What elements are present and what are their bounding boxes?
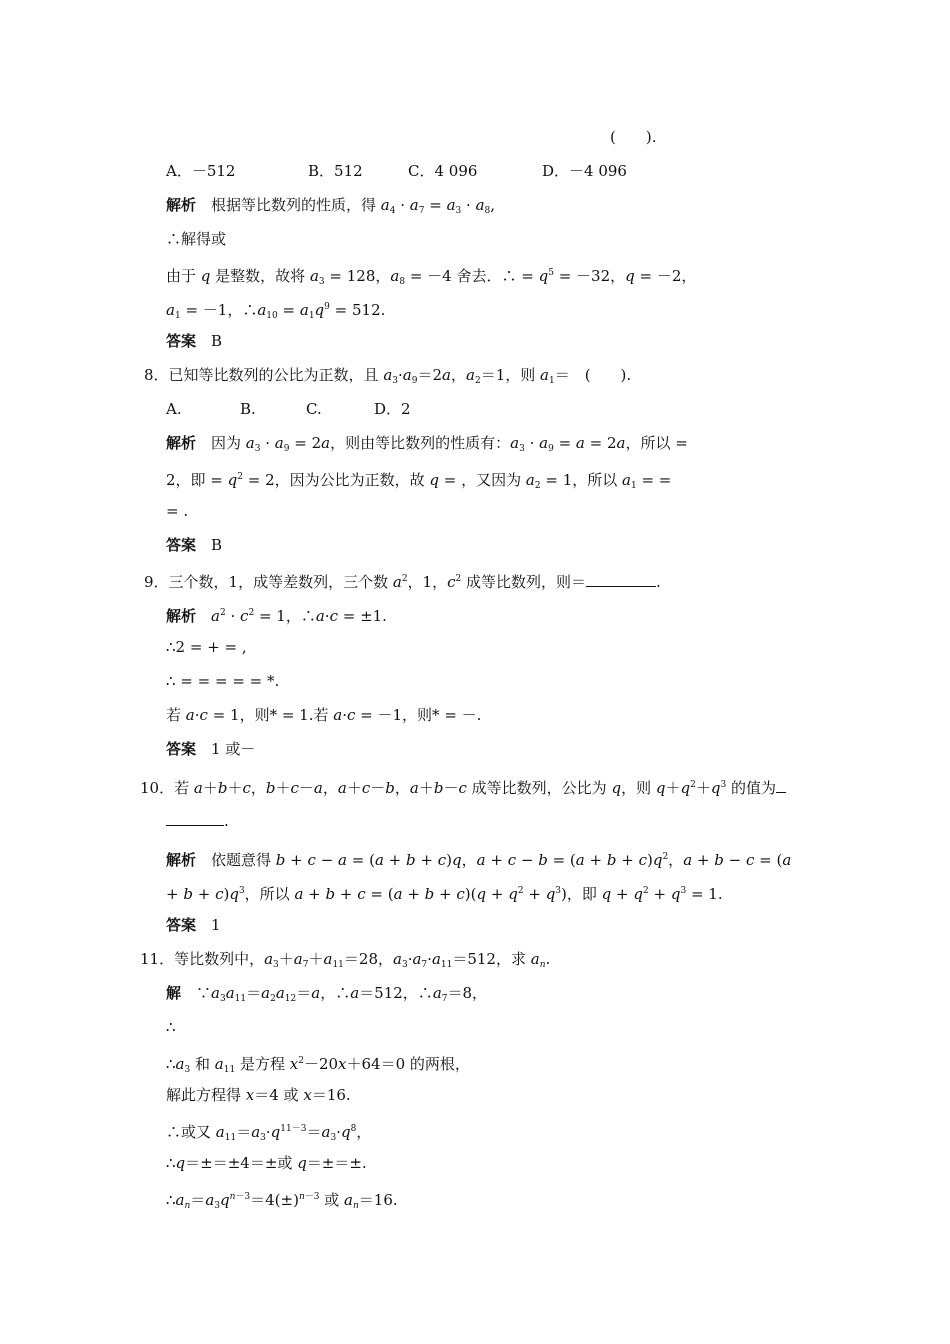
q7-option-d: D．－4 096: [542, 162, 627, 180]
q9-analysis-line-3: ∴ = = = = = *.: [166, 672, 280, 690]
q7-answer: B: [211, 332, 223, 350]
q8-option-d: D．2: [374, 400, 411, 418]
analysis-label: 解析: [166, 434, 197, 452]
q10-answer-line: [166, 915, 221, 935]
q7-option-b: B．512: [308, 162, 363, 180]
q7-analysis-line-2: ∴解得或: [166, 230, 227, 248]
analysis-label: 解析: [166, 607, 197, 625]
q9-answer-line: [166, 739, 255, 759]
q11-stem: 11．等比数列中，$a_3+a_7+a_{11}=28$，$a_3\cdot a_7\cdot a_{11}=512$，求 $a_n$.: [140, 950, 551, 970]
q9-analysis-line-4: 若 a·c = 1，则* = 1.若 a·c = －1，则* = －.: [166, 706, 482, 724]
q11-solution-line-3: $\therefore a_3$ 和 $a_{11}$ 是方程 $x^2-20x+64=0$ 的两根，: [166, 1055, 470, 1075]
q8-answer: B: [211, 536, 223, 554]
solution-label: 解: [166, 984, 182, 1002]
q7-answer-line: [166, 331, 222, 351]
q11-solution-line-7: $\therefore a_n=a_3q^{n-3}=4(\pm)^{n-3}$ 或 $a_n=16$.: [166, 1191, 398, 1211]
answer-label: 答案: [166, 332, 197, 350]
analysis-label: 解析: [166, 851, 197, 869]
q10-stem: 10．若 a＋b＋c，b＋c－a，a＋c－b，a＋b－c 成等比数列，公比为 q，则 $q+q^2+q^3$ 的值为: [140, 775, 786, 798]
q10-analysis-line-1: 解析 依题意得 b + c − a = (a + b + c)q，$a + c - b = (a + b + c)q^2$，a + b − c = (a: [166, 851, 792, 869]
q8-analysis-line-1: 解析 因为 $a_3 \cdot a_9 = 2a$，则由等比数列的性质有：$a_3 \cdot a_9 = a = 2a$，所以 =: [166, 434, 688, 454]
q7-option-c: C．4 096: [408, 162, 478, 180]
q8-answer-line: [166, 535, 222, 555]
q9-analysis-line-1: 解析 $a^2 \cdot c^2 = 1$，∴a·c = ±1.: [166, 607, 387, 625]
q11-solution-line-6: ∴q＝±＝±4＝±或 q＝±＝±.: [166, 1154, 367, 1172]
q7-analysis-line-4: $a_1 = -1$，$\therefore a_{10} = a_1q^9 = 512$.: [166, 301, 386, 321]
q7-analysis-line-1: 解析 根据等比数列的性质，得 $a_4 \cdot a_7 = a_3 \cdot a_8$,: [166, 196, 496, 216]
q8-option-c: C.: [306, 400, 322, 418]
q11-solution-line-1: 解 $\because a_3a_{11}=a_2a_{12}=a$，∴a＝512，$\therefore a_7=8$，: [166, 984, 488, 1004]
q10-answer: 1: [211, 916, 221, 934]
answer-label: 答案: [166, 916, 197, 934]
q9-answer: 1 或－: [211, 740, 256, 758]
q11-solution-line-4: 解此方程得 x＝4 或 x＝16.: [166, 1086, 351, 1104]
q10-stem-tail: .: [166, 811, 229, 831]
answer-label: 答案: [166, 740, 197, 758]
q8-option-b: B.: [240, 400, 256, 418]
q11-solution-line-5: ∴或又 $a_{11}=a_3\cdot q^{11-3}=a_3\cdot q^8$，: [166, 1123, 372, 1143]
q9-stem: 9．三个数，1，成等差数列，三个数 $a^2$，1，$c^2$ 成等比数列，则＝ .: [144, 573, 661, 591]
q7-analysis-line-3: 由于 q 是整数，故将 $a_3 = 128$，$a_8 = -4$ 舍去．∴ = $q^5 = -32$，q = －2，: [166, 267, 697, 287]
q10-analysis-line-2: + $b + c)q^3$，所以 $a + b + c = (a + b + c)(q + q^2 + q^3)$，即 $q + q^2 + q^3 = 1$.: [166, 885, 723, 903]
answer-label: 答案: [166, 536, 197, 554]
analysis-label: 解析: [166, 196, 197, 214]
q8-option-a: A.: [166, 400, 182, 418]
q9-analysis-line-2: ∴2 = + = ,: [166, 638, 247, 656]
q7-option-a: A．－512: [166, 162, 236, 180]
q8-analysis-line-3: = .: [166, 502, 189, 520]
q8-analysis-line-2: 2，即 = $q^2 = 2$，因为公比为正数，故 q = ，又因为 $a_2 = 1$，所以 $a_1$ = =: [166, 471, 672, 491]
q8-stem: 8．已知等比数列的公比为正数，且 $a_3\cdot a_9=2a$，$a_2=1$，则 $a_1=$ ( ).: [144, 366, 632, 386]
q11-solution-line-2: ∴: [166, 1018, 176, 1036]
q7-answer-parens: ( ).: [610, 128, 657, 146]
